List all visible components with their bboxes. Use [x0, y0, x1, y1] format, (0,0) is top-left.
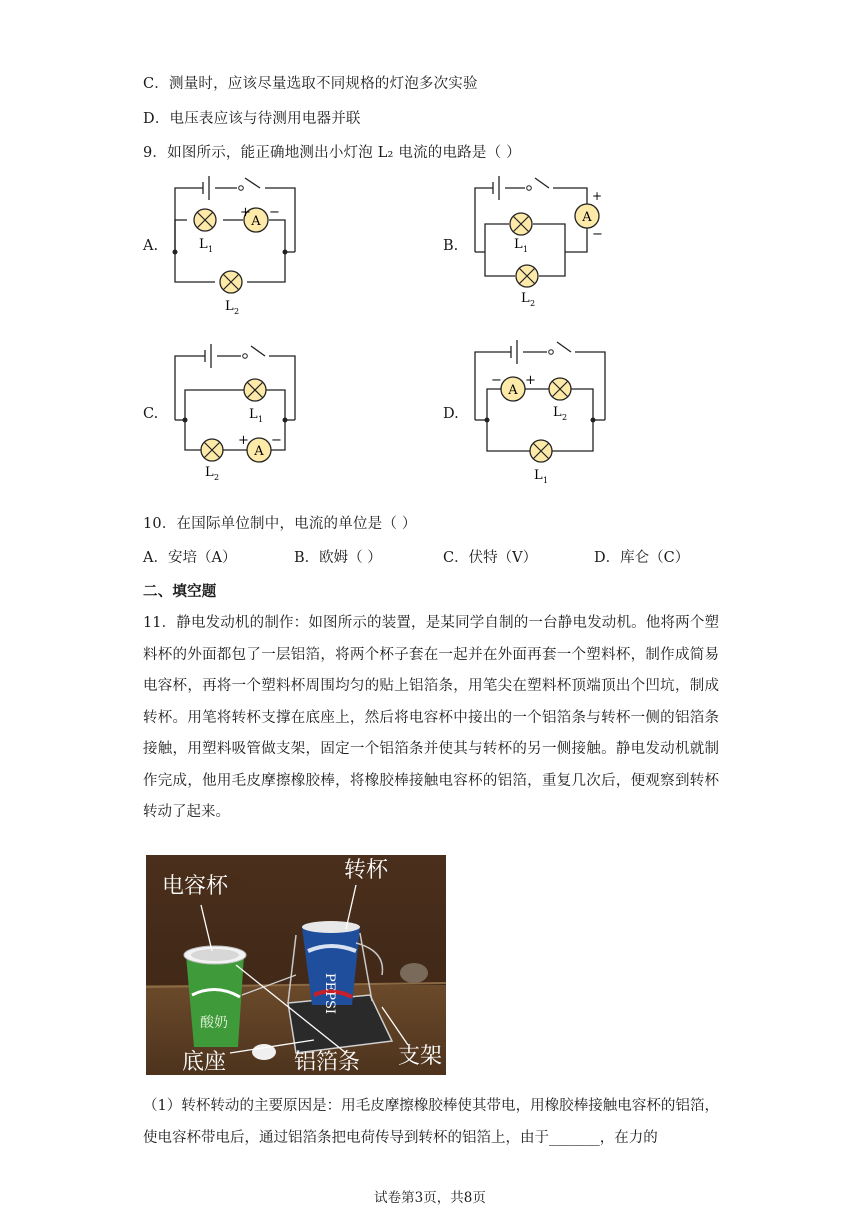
- ammeter-letter: A: [251, 214, 261, 229]
- svg-text:A: A: [582, 210, 592, 225]
- circuit-a-diagram: [165, 172, 305, 322]
- lamp-l1-icon: [244, 379, 266, 401]
- svg-text:L: L: [534, 468, 543, 483]
- svg-text:1: 1: [523, 245, 529, 254]
- circuit-b-diagram: [465, 172, 615, 322]
- lamp-l1-icon: [530, 440, 552, 462]
- can-print: PEPSI: [322, 973, 337, 1015]
- cup-print: 酸奶: [200, 1015, 228, 1031]
- svg-text:A: A: [254, 444, 264, 459]
- lamp-l1-icon: [194, 209, 216, 231]
- svg-text:2: 2: [562, 413, 568, 422]
- svg-text:2: 2: [530, 299, 536, 308]
- circuit-c-label: C.: [143, 406, 159, 422]
- label-base: 底座: [182, 1050, 227, 1075]
- l1-label: L: [199, 237, 208, 252]
- svg-text:2: 2: [214, 473, 220, 482]
- lamp-l2-icon: [516, 265, 538, 287]
- svg-text:−: −: [592, 227, 603, 242]
- minus-sign: −: [269, 205, 280, 220]
- svg-text:L: L: [553, 405, 562, 420]
- apparatus-photo: [146, 855, 446, 1075]
- question-9: 9．如图所示，能正确地测出小灯泡 L₂ 电流的电路是（ ）: [143, 145, 521, 161]
- circuit-a-label: A.: [143, 238, 159, 254]
- svg-text:L: L: [205, 465, 214, 480]
- svg-text:1: 1: [543, 476, 549, 485]
- svg-text:+: +: [525, 373, 536, 388]
- option-c-text: C．测量时，应该尽量选取不同规格的灯泡多次实验: [143, 76, 478, 92]
- question-10: 10．在国际单位制中，电流的单位是（ ）: [143, 516, 417, 532]
- q10-option-d: D．库仑（C）: [594, 550, 690, 566]
- lamp-l2-icon: [220, 271, 242, 293]
- plus-sign: +: [240, 205, 251, 220]
- circuit-d-label: D.: [443, 406, 459, 422]
- svg-text:+: +: [592, 189, 603, 203]
- svg-text:−: −: [491, 373, 502, 388]
- circuit-d-diagram: [465, 336, 615, 491]
- lamp-l2-icon: [549, 378, 571, 400]
- lamp-l1-icon: [510, 213, 532, 235]
- svg-text:1: 1: [258, 415, 264, 424]
- section-title: 二、填空题: [143, 583, 217, 600]
- page-footer: 试卷第3页，共8页: [374, 1190, 486, 1206]
- q10-option-b: B．欧姆（ ）: [294, 550, 382, 566]
- question-11-part-1: （1）转杯转动的主要原因是：用毛皮摩擦橡胶棒使其带电，用橡胶棒接触电容杯的铝箔，使电容杯带电后，通过铝箔条把电荷传导到转杯的铝箔上，由于_______，在力的: [143, 1098, 719, 1146]
- svg-text:L: L: [249, 407, 258, 422]
- label-strip: 铝箔条: [294, 1050, 361, 1075]
- svg-text:1: 1: [208, 245, 214, 254]
- option-d-text: D．电压表应该与待测用电器并联: [143, 111, 361, 127]
- svg-text:2: 2: [234, 307, 240, 316]
- svg-text:L: L: [514, 237, 523, 252]
- q10-option-a: A．安培（A）: [143, 550, 237, 566]
- svg-text:+: +: [238, 433, 249, 448]
- q10-option-c: C．伏特（V）: [443, 550, 538, 566]
- label-stand: 支架: [398, 1044, 443, 1069]
- lamp-l2-icon: [201, 439, 223, 461]
- svg-text:L: L: [521, 291, 530, 306]
- circuit-b-label: B.: [443, 238, 459, 254]
- svg-text:−: −: [271, 433, 282, 448]
- label-rotor: 转杯: [344, 858, 389, 883]
- circuit-c-diagram: [165, 340, 305, 490]
- label-cup: 电容杯: [162, 874, 229, 899]
- question-11: 11．静电发动机的制作：如图所示的装置，是某同学自制的一台静电发动机。他将两个塑料杯的外面都包了一层铝箔，将两个杯子套在一起并在外面再套一个塑料杯，制作成简易电容杯，再将一个塑料杯周围均匀的贴上铝箔条，用笔尖在塑料杯顶端顶出个凹坑，制成转杯。用笔将转杯支撑在底座上，然后将电容杯中接出的一个铝箔条与转杯一侧的铝箔条接触，用塑料吸管做支架，固定一个铝箔条并使其与转杯的另一侧接触。静电发动机就制作完成，他用毛皮摩擦橡胶棒，将橡胶棒接触电容杯的铝箔，重复几次后，便观察到转杯转动了起来。: [143, 615, 719, 820]
- svg-text:A: A: [508, 383, 518, 398]
- l2-label: L: [225, 299, 234, 314]
